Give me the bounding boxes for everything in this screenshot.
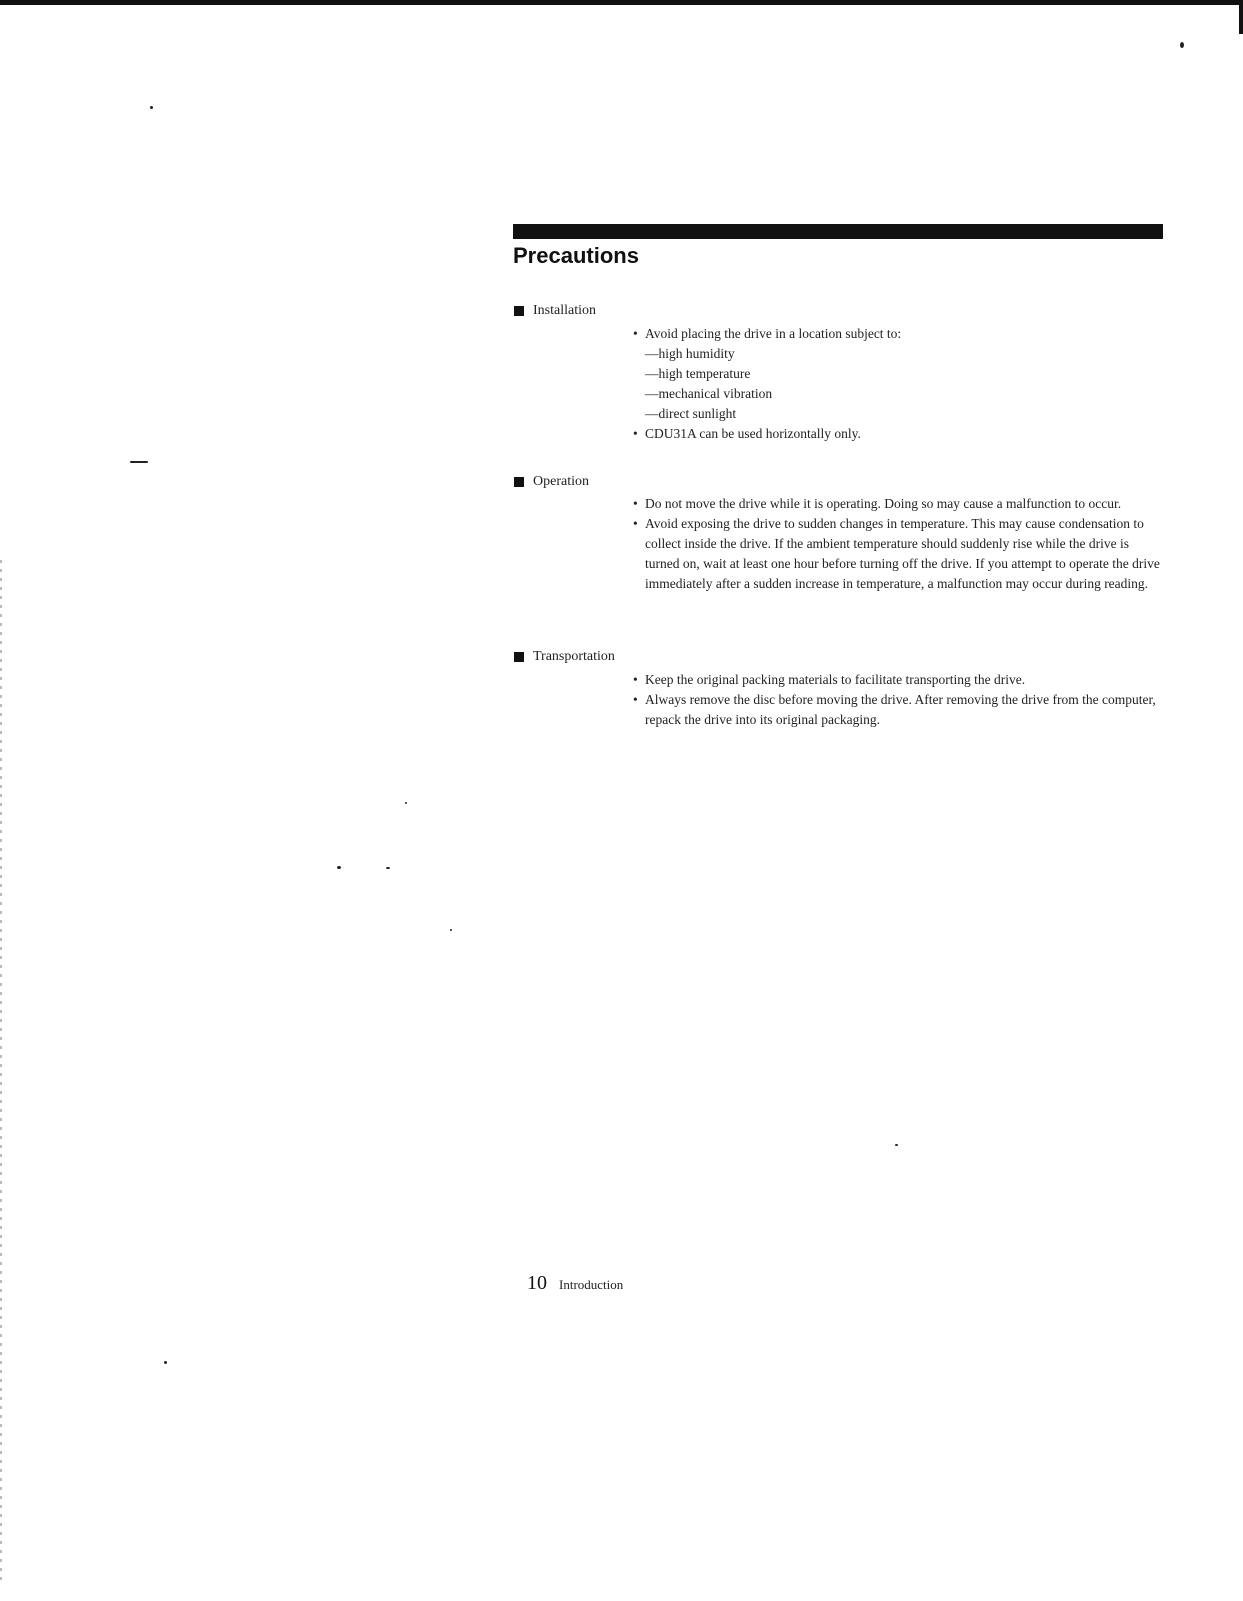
square-bullet-icon	[514, 652, 524, 662]
list-item: • CDU31A can be used horizontally only.	[633, 424, 1163, 444]
list-item: • Avoid exposing the drive to sudden changes in temperature. This may cause condensation to collect inside the drive. If the ambient temperature should suddenly rise while the drive is turned on, wait at least one hour before turning off the drive. If you attempt to operate the drive immediately after a sudden increase in temperature, a malfunction may occur during reading.	[633, 514, 1163, 594]
sublist-item: —direct sunlight	[645, 406, 737, 421]
sublist-item: —high temperature	[645, 366, 751, 381]
condition-sublist	[645, 344, 1163, 424]
list-item: • Keep the original packing materials to facilitate transporting the drive.	[633, 670, 1163, 690]
square-bullet-icon	[514, 477, 524, 487]
scan-top-edge	[0, 0, 1243, 5]
section-operation-heading	[514, 473, 589, 491]
scan-speck	[130, 461, 148, 463]
list-item	[633, 324, 1163, 424]
section-transportation-heading	[514, 648, 615, 666]
scan-left-edge	[0, 560, 2, 1580]
title-rule	[513, 224, 1163, 239]
square-bullet-icon	[514, 306, 524, 316]
section-installation-heading	[514, 302, 596, 320]
section-label: Transportation	[533, 649, 615, 664]
section-label: Installation	[533, 303, 596, 318]
section-label: Operation	[533, 474, 589, 489]
scan-speck	[150, 106, 153, 109]
scan-speck	[337, 866, 341, 869]
installation-list	[633, 324, 1163, 444]
page-title: Precautions	[513, 243, 639, 268]
scan-speck	[386, 867, 390, 869]
sublist-item: —mechanical vibration	[645, 386, 773, 401]
scan-speck	[450, 929, 452, 931]
page-number: 10	[527, 1272, 547, 1294]
scan-speck	[895, 1144, 898, 1146]
scan-right-edge	[1239, 0, 1243, 34]
operation-list	[633, 494, 1163, 594]
sublist-item: —high humidity	[645, 346, 735, 361]
page-footer	[527, 1272, 623, 1295]
list-item-text: Avoid placing the drive in a location subject to:	[645, 326, 902, 341]
chapter-name: Introduction	[559, 1277, 624, 1292]
scan-speck	[164, 1361, 167, 1364]
transportation-list	[633, 670, 1163, 730]
list-item: • Always remove the disc before moving the drive. After removing the drive from the computer, repack the drive into its original packaging.	[633, 690, 1163, 730]
scan-speck	[405, 802, 407, 804]
scan-speck	[1180, 42, 1184, 48]
list-item: • Do not move the drive while it is operating. Doing so may cause a malfunction to occur.	[633, 494, 1163, 514]
